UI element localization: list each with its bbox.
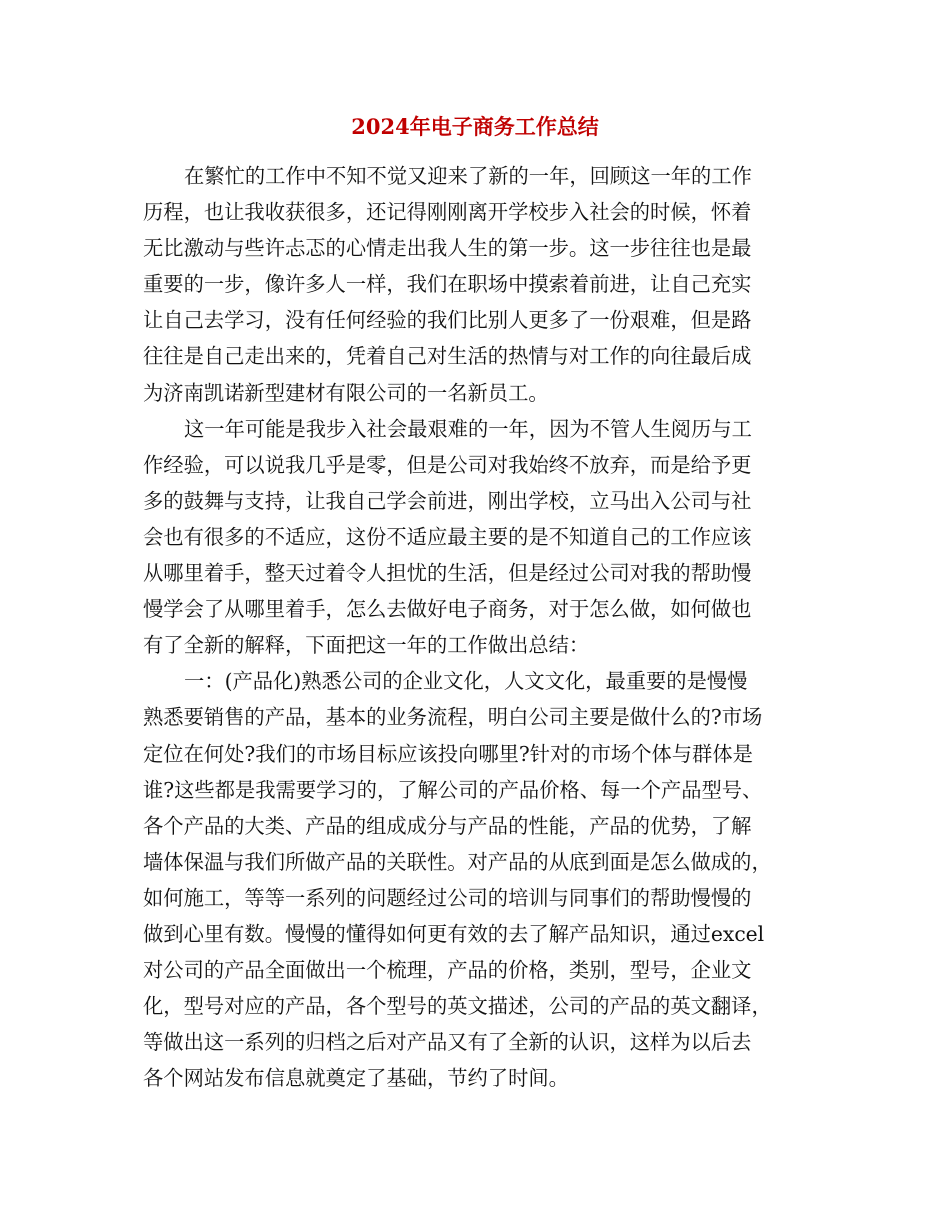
text-line: 历程，也让我收获很多，还记得刚刚离开学校步入社会的时候，怀着 [143,200,752,225]
text-line: 为济南凯诺新型建材有限公司的一名新员工。 [143,380,549,405]
text-line: 一：(产品化)熟悉公司的企业文化，人文文化，最重要的是慢慢 [184,669,748,694]
text-line: 化，型号对应的产品，各个型号的英文描述，公司的产品的英文翻译， [143,994,772,1019]
text-line: 多的鼓舞与支持，让我自己学会前进，刚出学校，立马出入公司与社 [143,488,752,513]
text-line: 重要的一步，像许多人一样，我们在职场中摸索着前进，让自己充实 [143,272,752,297]
paragraph-2 [143,411,805,664]
document-body [143,158,805,1096]
paragraph-1 [143,158,805,411]
text-line: 让自己去学习，没有任何经验的我们比别人更多了一份艰难，但是路 [143,308,752,333]
text-line: 往往是自己走出来的，凭着自己对生活的热情与对工作的向往最后成 [143,344,752,369]
text-line: 做到心里有数。慢慢的懂得如何更有效的去了解产品知识，通过excel [143,921,765,946]
text-line: 谁?这些都是我需要学习的，了解公司的产品价格、每一个产品型号、 [143,777,763,802]
text-line: 从哪里着手，整天过着令人担忧的生活，但是经过公司对我的帮助慢 [143,561,752,586]
paragraph-3 [143,663,805,1096]
text-line: 定位在何处?我们的市场目标应该投向哪里?针对的市场个体与群体是 [143,741,753,766]
text-line: 慢学会了从哪里着手，怎么去做好电子商务，对于怎么做，如何做也 [143,597,752,622]
text-line: 各个产品的大类、产品的组成成分与产品的性能，产品的优势，了解 [143,813,752,838]
text-line: 对公司的产品全面做出一个梳理，产品的价格，类别，型号，企业文 [143,958,752,983]
text-line: 有了全新的解释，下面把这一年的工作做出总结： [143,633,590,658]
text-line: 如何施工，等等一系列的问题经过公司的培训与同事们的帮助慢慢的 [143,885,752,910]
text-line: 等做出这一系列的归档之后对产品又有了全新的认识，这样为以后去 [143,1030,752,1055]
text-line: 作经验，可以说我几乎是零，但是公司对我始终不放弃，而是给予更 [143,452,752,477]
text-line: 无比激动与些许忐忑的心情走出我人生的第一步。这一步往往也是最 [143,236,752,261]
text-line: 熟悉要销售的产品，基本的业务流程，明白公司主要是做什么的?市场 [143,705,763,730]
text-line: 各个网站发布信息就奠定了基础，节约了时间。 [143,1066,569,1091]
document-title: 2024年电子商务工作总结 [351,114,599,139]
text-line: 会也有很多的不适应，这份不适应最主要的是不知道自己的工作应该 [143,524,752,549]
text-line: 这一年可能是我步入社会最艰难的一年，因为不管人生阅历与工 [184,416,752,441]
text-line: 在繁忙的工作中不知不觉又迎来了新的一年，回顾这一年的工作 [184,164,752,188]
text-line: 墙体保温与我们所做产品的关联性。对产品的从底到面是怎么做成的， [143,849,772,874]
